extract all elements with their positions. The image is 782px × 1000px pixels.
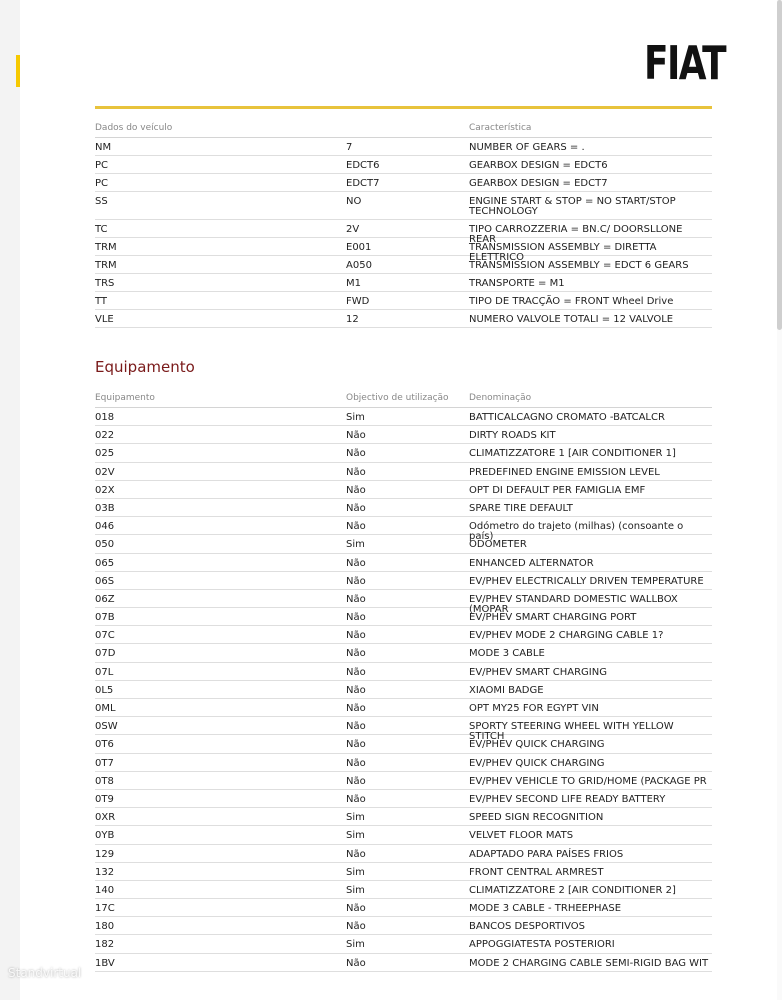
- table-row: [95, 826, 712, 844]
- row-code: 0T8: [95, 775, 114, 787]
- page-scrollbar[interactable]: [777, 0, 782, 1000]
- row-code: TRM: [95, 242, 117, 253]
- row-code: 182: [95, 939, 115, 951]
- table-row: [95, 845, 712, 863]
- table-row: [95, 426, 712, 444]
- table-row: [95, 274, 712, 292]
- row-value: Não: [346, 557, 366, 569]
- row-code: 06Z: [95, 593, 115, 605]
- table-row: [95, 517, 712, 543]
- row-value: 12: [346, 314, 359, 325]
- row-description: OPT DI DEFAULT PER FAMIGLIA EMF: [469, 484, 646, 496]
- row-value: Sim: [346, 830, 365, 842]
- row-description: ODOMETER: [469, 539, 527, 551]
- row-description: Odómetro do trajeto (milhas) (consoante o país): [469, 521, 684, 543]
- table-row: [95, 881, 712, 899]
- row-value: E001: [346, 242, 372, 253]
- row-code: 0T6: [95, 739, 114, 751]
- row-code: 0T9: [95, 793, 114, 805]
- row-value: Não: [346, 921, 366, 933]
- table-row: [95, 310, 712, 328]
- row-description: GEARBOX DESIGN = EDCT7: [469, 178, 608, 189]
- row-description: DIRTY ROADS KIT: [469, 430, 556, 442]
- row-description: PREDEFINED ENGINE EMISSION LEVEL: [469, 466, 660, 478]
- row-code: 025: [95, 448, 115, 460]
- row-description: TIPO CARROZZERIA = BN.C/ DOORSLLONE REAR: [469, 224, 683, 245]
- watermark: Standvirtual: [8, 966, 82, 980]
- row-value: Não: [346, 575, 366, 587]
- row-description: TIPO DE TRACÇÃO = FRONT Wheel Drive: [469, 296, 674, 307]
- row-code: 050: [95, 539, 115, 551]
- scrollbar-thumb[interactable]: [777, 0, 782, 330]
- row-description: TRANSMISSION ASSEMBLY = EDCT 6 GEARS: [469, 260, 689, 271]
- row-description: EV/PHEV MODE 2 CHARGING CABLE 1?: [469, 630, 664, 642]
- row-code: 03B: [95, 502, 115, 514]
- row-value: Não: [346, 903, 366, 915]
- row-value: A050: [346, 260, 372, 271]
- row-value: 2V: [346, 224, 360, 235]
- row-description: EV/PHEV ELECTRICALLY DRIVEN TEMPERATURE: [469, 575, 704, 587]
- row-code: 07B: [95, 612, 115, 624]
- vehicle-data-table: [95, 123, 712, 328]
- row-description: BATTICALCAGNO CROMATO -BATCALCR: [469, 412, 665, 423]
- row-description: TRANSMISSION ASSEMBLY = DIRETTA ELETTRICO: [469, 242, 657, 263]
- table-row: [95, 138, 712, 156]
- left-margin-strip: [0, 0, 20, 1000]
- row-value: Não: [346, 630, 366, 642]
- row-code: TRM: [95, 260, 117, 271]
- row-value: Sim: [346, 412, 365, 423]
- row-description: MODE 3 CABLE: [469, 648, 545, 660]
- column-header: Dados do veículo: [95, 123, 173, 133]
- row-code: 1BV: [95, 957, 115, 969]
- row-description: XIAOMI BADGE: [469, 684, 544, 696]
- column-header: Característica: [469, 123, 532, 133]
- row-value: Não: [346, 684, 366, 696]
- table-row: [95, 863, 712, 881]
- table-row: [95, 754, 712, 772]
- row-code: 0L5: [95, 684, 114, 696]
- row-code: 07L: [95, 666, 114, 678]
- row-description: OPT MY25 FOR EGYPT VIN: [469, 703, 599, 714]
- row-code: 180: [95, 921, 115, 933]
- table-row: [95, 917, 712, 935]
- table-row: [95, 572, 712, 590]
- row-value: Não: [346, 521, 366, 533]
- header-divider: [95, 106, 712, 109]
- row-value: Não: [346, 612, 366, 624]
- row-value: Sim: [346, 939, 365, 951]
- row-description: SPORTY STEERING WHEEL WITH YELLOW STITCH: [469, 721, 674, 743]
- row-code: 022: [95, 430, 115, 442]
- table-row: [95, 608, 712, 626]
- row-description: ENHANCED ALTERNATOR: [469, 557, 594, 569]
- row-value: Não: [346, 466, 366, 478]
- table-row: [95, 935, 712, 953]
- row-description: CLIMATIZZATORE 2 [AIR CONDITIONER 2]: [469, 884, 676, 896]
- table-row: [95, 535, 712, 553]
- table-row: [95, 590, 712, 615]
- left-accent-mark: [16, 55, 20, 87]
- table-row: [95, 735, 712, 753]
- row-value: FWD: [346, 296, 370, 307]
- row-description: SPARE TIRE DEFAULT: [469, 502, 573, 514]
- column-header: Equipamento: [95, 393, 155, 403]
- row-code: 17C: [95, 903, 115, 915]
- row-code: SS: [95, 196, 108, 207]
- row-description: ENGINE START & STOP = NO START/STOP TECHNOLOGY: [469, 196, 676, 217]
- table-row: [95, 663, 712, 681]
- table-row: [95, 717, 712, 743]
- row-code: 129: [95, 848, 115, 860]
- table-row: [95, 699, 712, 717]
- row-description: BANCOS DESPORTIVOS: [469, 921, 585, 933]
- row-value: Não: [346, 666, 366, 678]
- row-value: Não: [346, 793, 366, 805]
- row-code: NM: [95, 142, 112, 153]
- equipment-table: [95, 393, 712, 972]
- row-description: EV/PHEV QUICK CHARGING: [469, 757, 605, 769]
- column-header: Denominação: [469, 393, 532, 403]
- table-row: [95, 554, 712, 572]
- table-row: [95, 681, 712, 699]
- row-code: VLE: [95, 314, 114, 325]
- table-row: [95, 790, 712, 808]
- table-row: [95, 772, 712, 790]
- row-description: MODE 3 CABLE - TRHEEPHASE: [469, 903, 622, 915]
- table-row: [95, 481, 712, 499]
- row-value: NO: [346, 196, 362, 207]
- row-code: 0XR: [95, 812, 116, 824]
- row-value: Não: [346, 848, 366, 860]
- row-value: Sim: [346, 866, 365, 878]
- row-description: ADAPTADO PARA PAÍSES FRIOS: [469, 848, 624, 860]
- table-row: [95, 626, 712, 644]
- row-description: FRONT CENTRAL ARMREST: [469, 866, 604, 878]
- table-row: [95, 292, 712, 310]
- table-row: [95, 192, 712, 220]
- row-code: 018: [95, 412, 115, 423]
- table-row: [95, 256, 712, 274]
- row-value: Não: [346, 757, 366, 769]
- row-code: 06S: [95, 575, 115, 587]
- table-row: [95, 444, 712, 462]
- equipment-section-title: Equipamento: [95, 358, 195, 376]
- table-row: [95, 499, 712, 517]
- row-description: APPOGGIATESTA POSTERIORI: [469, 939, 615, 951]
- row-code: 07D: [95, 648, 116, 660]
- column-header: Objectivo de utilização: [346, 393, 449, 403]
- row-code: 07C: [95, 630, 115, 642]
- row-code: 02V: [95, 466, 115, 478]
- table-row: [95, 408, 712, 426]
- row-value: Não: [346, 703, 366, 714]
- row-description: SPEED SIGN RECOGNITION: [469, 812, 604, 824]
- row-value: Não: [346, 739, 366, 751]
- row-value: Não: [346, 648, 366, 660]
- table-header: [95, 393, 712, 408]
- row-description: CLIMATIZZATORE 1 [AIR CONDITIONER 1]: [469, 448, 676, 460]
- table-row: [95, 644, 712, 662]
- table-row: [95, 463, 712, 481]
- row-description: EV/PHEV VEHICLE TO GRID/HOME (PACKAGE PR: [469, 775, 707, 787]
- table-row: [95, 174, 712, 192]
- row-code: PC: [95, 160, 109, 171]
- row-description: MODE 2 CHARGING CABLE SEMI-RIGID BAG WIT: [469, 957, 709, 969]
- row-value: EDCT7: [346, 178, 380, 189]
- fiat-logo: FIAT: [644, 36, 726, 90]
- row-code: 0SW: [95, 721, 118, 733]
- row-code: 02X: [95, 484, 115, 496]
- table-row: [95, 808, 712, 826]
- row-value: Sim: [346, 884, 365, 896]
- row-description: TRANSPORTE = M1: [469, 278, 565, 289]
- row-value: Sim: [346, 812, 365, 824]
- row-code: TC: [95, 224, 108, 235]
- row-value: Não: [346, 484, 366, 496]
- row-description: NUMBER OF GEARS = .: [469, 142, 585, 153]
- table-row: [95, 899, 712, 917]
- row-code: TRS: [95, 278, 115, 289]
- row-value: Não: [346, 721, 366, 733]
- row-code: PC: [95, 178, 109, 189]
- row-description: EV/PHEV QUICK CHARGING: [469, 739, 605, 751]
- table-row: [95, 156, 712, 174]
- row-code: 0T7: [95, 757, 114, 769]
- row-value: Não: [346, 957, 366, 969]
- table-row: [95, 954, 712, 972]
- row-code: 140: [95, 884, 115, 896]
- row-value: M1: [346, 278, 361, 289]
- row-description: VELVET FLOOR MATS: [469, 830, 574, 842]
- row-value: Não: [346, 593, 366, 605]
- row-value: Não: [346, 430, 366, 442]
- row-value: 7: [346, 142, 353, 153]
- row-code: 132: [95, 866, 115, 878]
- row-code: TT: [95, 296, 108, 307]
- row-code: 065: [95, 557, 115, 569]
- row-code: 046: [95, 521, 115, 533]
- row-description: EV/PHEV SMART CHARGING: [469, 666, 607, 678]
- table-row: [95, 220, 712, 245]
- row-code: 0ML: [95, 703, 116, 714]
- table-header: [95, 123, 712, 138]
- row-value: EDCT6: [346, 160, 380, 171]
- row-code: 0YB: [95, 830, 115, 842]
- row-value: Não: [346, 502, 366, 514]
- row-value: Não: [346, 448, 366, 460]
- table-row: [95, 238, 712, 263]
- row-description: EV/PHEV STANDARD DOMESTIC WALLBOX (MOPAR: [469, 593, 678, 615]
- row-description: NUMERO VALVOLE TOTALI = 12 VALVOLE: [469, 314, 674, 325]
- row-value: Não: [346, 775, 366, 787]
- row-description: GEARBOX DESIGN = EDCT6: [469, 160, 608, 171]
- row-description: EV/PHEV SECOND LIFE READY BATTERY: [469, 793, 666, 805]
- row-value: Sim: [346, 539, 365, 551]
- row-description: EV/PHEV SMART CHARGING PORT: [469, 612, 637, 624]
